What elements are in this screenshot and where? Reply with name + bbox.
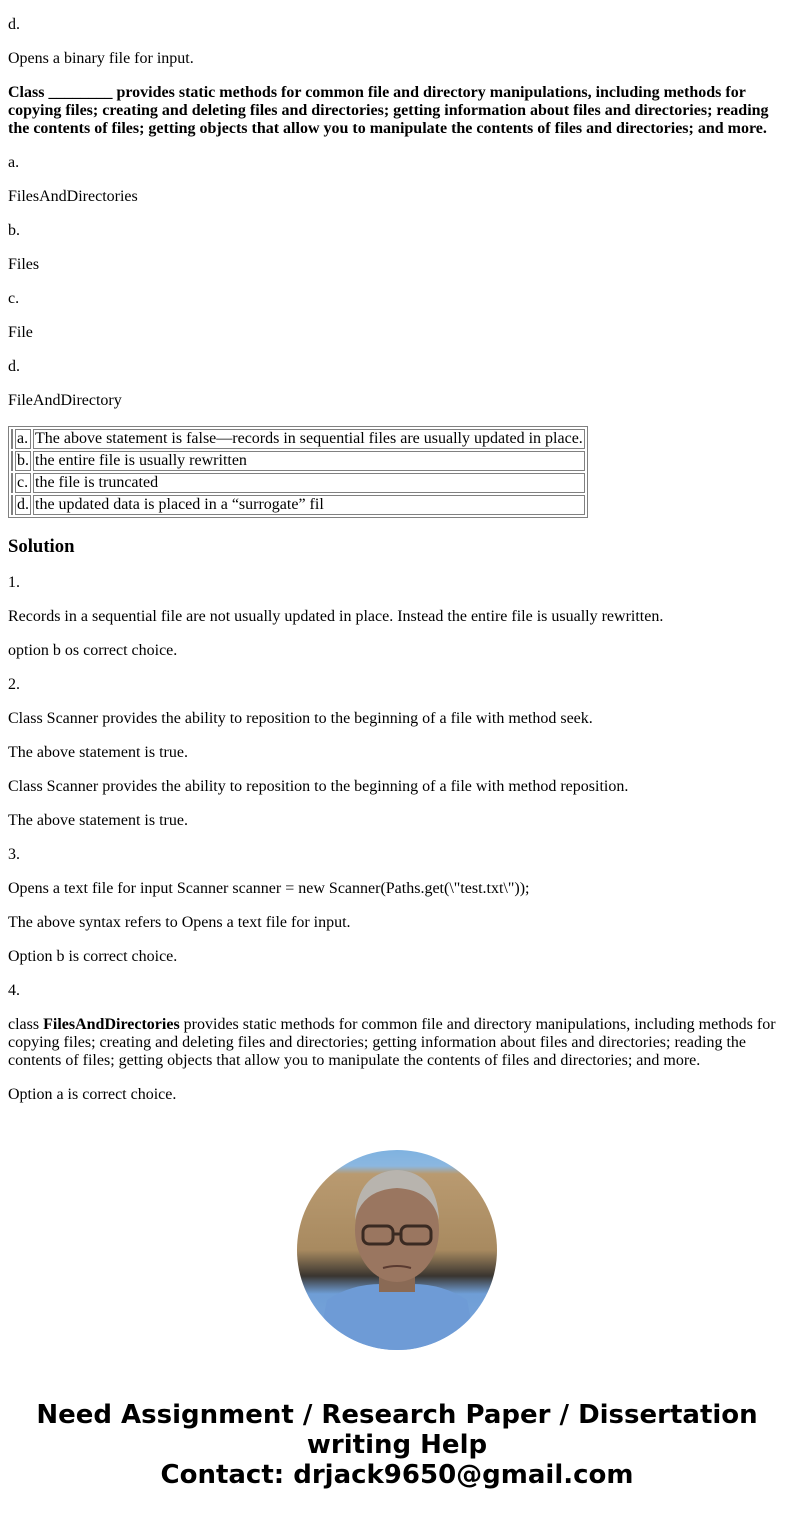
table-cell-text: the file is truncated: [33, 473, 585, 493]
table-cell-blank: [11, 473, 13, 493]
table-cell-label: a.: [15, 429, 31, 449]
solution-3-explanation: The above syntax refers to Opens a text file for input.: [8, 914, 351, 931]
option-c-text: File: [8, 324, 33, 341]
contact-email: Contact: drjack9650@gmail.com: [160, 1460, 634, 1490]
table-cell-blank: [11, 495, 13, 515]
options-table: [8, 426, 588, 518]
solution-2-answer-2: The above statement is true.: [8, 812, 188, 829]
solution-1-number: 1.: [8, 574, 20, 591]
option-d-label: d.: [8, 358, 20, 375]
solution-4-prefix: class: [8, 1016, 44, 1033]
table-cell-label: b.: [17, 452, 29, 469]
solution-4-class-name: FilesAndDirectories: [43, 1016, 180, 1033]
contact-banner: [0, 1400, 794, 1530]
author-avatar-photo: [297, 1150, 497, 1350]
solution-2-answer-1: The above statement is true.: [8, 744, 188, 761]
solution-4-answer: Option a is correct choice.: [8, 1086, 177, 1103]
option-b-text: Files: [8, 256, 40, 273]
solution-1-text: Records in a sequential file are not usually updated in place. Instead the entire file is usually rewritten.: [8, 608, 664, 625]
solution-4-number: 4.: [8, 982, 20, 999]
table-row: [11, 451, 585, 471]
table-cell-blank: [11, 429, 13, 449]
avatar-container: [0, 1150, 794, 1350]
table-cell-text: the entire file is usually rewritten: [33, 451, 585, 471]
option-c-label: c.: [8, 290, 20, 307]
solution-2-number: 2.: [8, 676, 20, 693]
help-tagline: Need Assignment / Research Paper / Dissertation writing Help: [36, 1400, 758, 1460]
prev-option-text: Opens a binary file for input.: [8, 50, 194, 67]
solution-3-text: Opens a text file for input Scanner scanner = new Scanner(Paths.get(\"test.txt\"));: [8, 880, 530, 897]
option-b-label: b.: [8, 222, 20, 239]
question-prompt: Class ________ provides static methods for common file and directory manipulations, including methods for copying files; creating and deleting files and directories; getting information about files and directories; reading the contents of files; getting objects that allow you to manipulate the contents of files and directories; and more.: [8, 84, 769, 137]
table-row: [11, 473, 585, 493]
solution-2-statement-1: Class Scanner provides the ability to reposition to the beginning of a file with method seek.: [8, 710, 593, 727]
option-a-label: a.: [8, 154, 20, 171]
prev-option-label: d.: [8, 16, 20, 33]
solution-4-text: [8, 1016, 786, 1070]
solution-3-number: 3.: [8, 846, 20, 863]
solution-heading: Solution: [8, 536, 75, 557]
table-cell-label: c.: [15, 473, 31, 493]
table-row: [11, 429, 585, 449]
table-cell-blank: [11, 451, 13, 471]
table-cell-text: The above statement is false—records in sequential files are usually updated in place.: [35, 430, 583, 447]
table-cell-text: the updated data is placed in a “surrogate” fil: [33, 495, 585, 515]
option-a-text: FilesAndDirectories: [8, 188, 138, 205]
table-cell-label: d.: [17, 496, 29, 513]
solution-4-rest: provides static methods for common file and directory manipulations, including methods for copying files; creating and deleting files and directories; getting information about files and directories; reading the contents of files; getting objects that allow you to manipulate the contents of files and directories; and more.: [8, 1016, 776, 1069]
solution-2-statement-2: Class Scanner provides the ability to reposition to the beginning of a file with method reposition.: [8, 778, 629, 795]
option-d-text: FileAndDirectory: [8, 392, 122, 409]
solution-3-answer: Option b is correct choice.: [8, 948, 178, 965]
solution-1-answer: option b os correct choice.: [8, 642, 178, 659]
table-row: [11, 495, 585, 515]
person-portrait-icon: [297, 1150, 497, 1350]
